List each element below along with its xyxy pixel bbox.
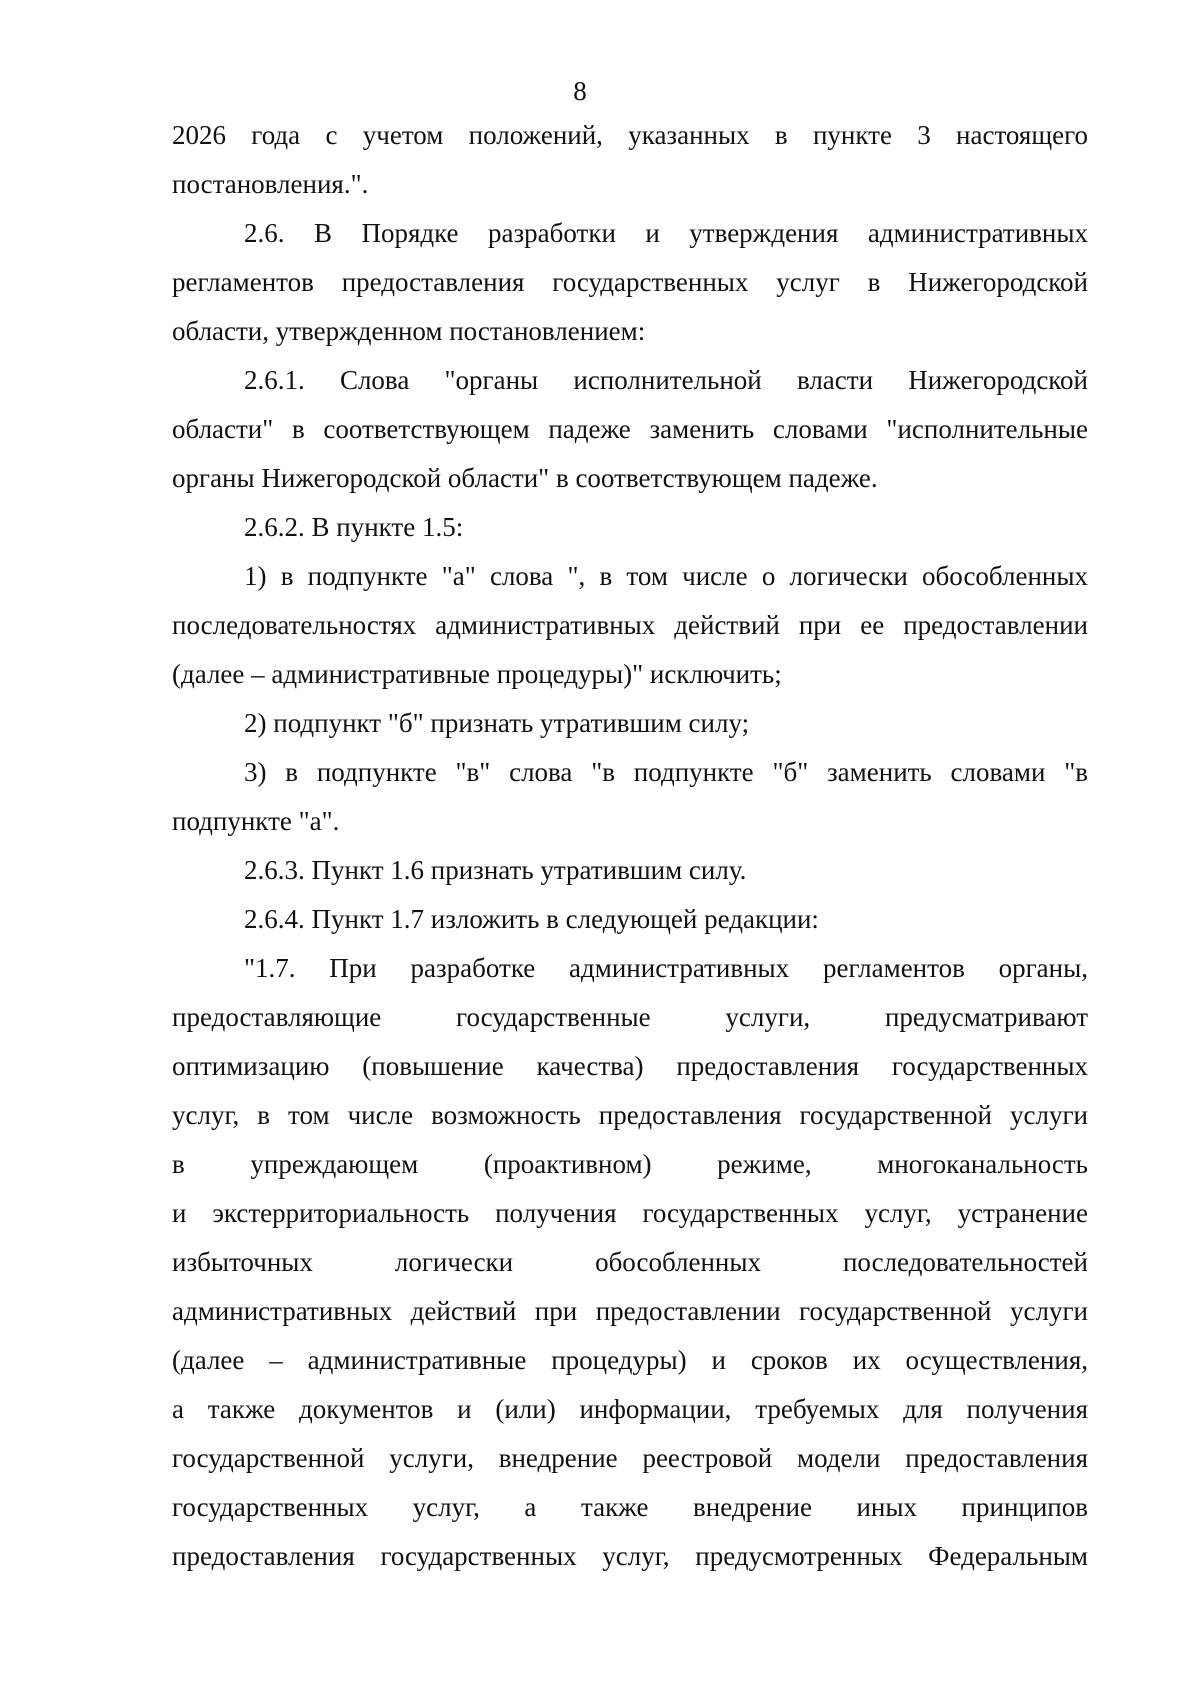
text-line: постановления.". bbox=[172, 169, 369, 199]
text-line: 3) в подпункте "в" слова "в подпункте "б" заменить словами "в bbox=[244, 757, 1088, 787]
text-line: предоставляющие государственные услуги, предусматривают bbox=[172, 1002, 1088, 1032]
text-line: административных действий при предоставлении государственной услуги bbox=[172, 1296, 1088, 1326]
text-line: государственных услуг, а также внедрение иных принципов bbox=[172, 1492, 1088, 1522]
text-line: 2.6.3. Пункт 1.6 признать утратившим силу. bbox=[244, 855, 747, 885]
text-line: 1) в подпункте "а" слова ", в том числе о логически обособленных bbox=[244, 561, 1088, 591]
text-line: а также документов и (или) информации, требуемых для получения bbox=[172, 1394, 1088, 1424]
text-line: избыточных логически обособленных последовательностей bbox=[172, 1247, 1088, 1277]
page-number: 8 bbox=[573, 76, 587, 106]
text-line: области, утвержденном постановлением: bbox=[172, 316, 646, 346]
text-line: услуг, в том числе возможность предоставления государственной услуги bbox=[172, 1100, 1088, 1130]
text-line: регламентов предоставления государственных услуг в Нижегородской bbox=[172, 267, 1088, 297]
text-line: 2.6.1. Слова "органы исполнительной власти Нижегородской bbox=[244, 365, 1088, 395]
text-line: в упреждающем (проактивном) режиме, многоканальность bbox=[172, 1149, 1088, 1179]
text-line: и экстерриториальность получения государственных услуг, устранение bbox=[172, 1198, 1088, 1228]
text-line: 2) подпункт "б" признать утратившим силу; bbox=[244, 708, 750, 738]
text-line: 2026 года с учетом положений, указанных в пункте 3 настоящего bbox=[172, 120, 1088, 150]
text-line: "1.7. При разработке административных регламентов органы, bbox=[244, 953, 1088, 983]
text-line: (далее – административные процедуры) и сроков их осуществления, bbox=[172, 1345, 1088, 1375]
text-line: оптимизацию (повышение качества) предоставления государственных bbox=[172, 1051, 1088, 1081]
text-line: 2.6. В Порядке разработки и утверждения административных bbox=[244, 218, 1088, 248]
text-line: последовательностях административных действий при ее предоставлении bbox=[172, 610, 1088, 640]
text-line: 2.6.2. В пункте 1.5: bbox=[244, 512, 464, 542]
text-line: государственной услуги, внедрение реестровой модели предоставления bbox=[172, 1443, 1088, 1473]
document-body bbox=[172, 115, 1088, 1585]
text-line: (далее – административные процедуры)" исключить; bbox=[172, 659, 782, 689]
text-line: подпункте "а". bbox=[172, 806, 340, 836]
text-line: области" в соответствующем падеже заменить словами "исполнительные bbox=[172, 414, 1088, 444]
text-line: органы Нижегородской области" в соответствующем падеже. bbox=[172, 463, 878, 493]
text-line: 2.6.4. Пункт 1.7 изложить в следующей редакции: bbox=[244, 904, 819, 934]
text-line: предоставления государственных услуг, предусмотренных Федеральным bbox=[172, 1541, 1088, 1571]
